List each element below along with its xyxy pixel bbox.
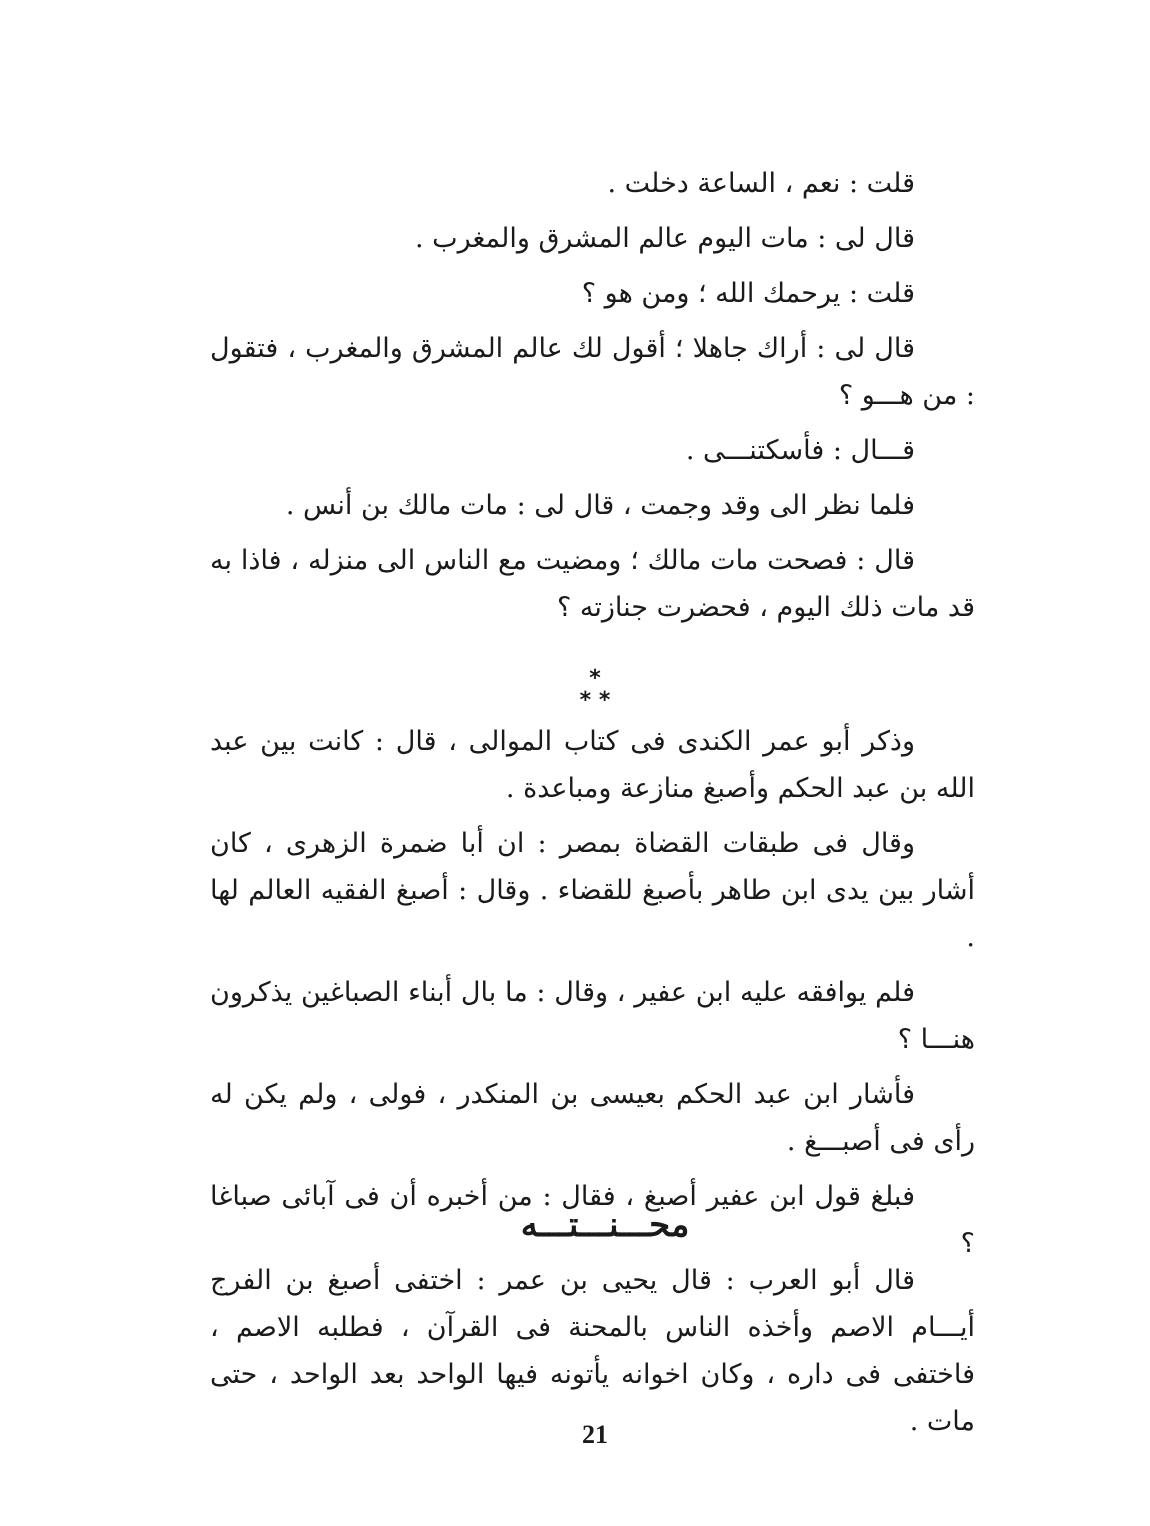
paragraph: فبلغ قول ابن عفير أصبغ ، فقال : من أخبره أن فى آبائى صباغا ؟ [210,1181,975,1259]
text-block-kindi [210,718,975,1275]
paragraph: قال لى : أراك جاهلا ؛ أقول لك عالم المشرق والمغرب ، فتقول : من هـــو ؟ [210,333,975,411]
paragraph: قال أبو العرب : قال يحيى بن عمر : اختفى أصبغ بن الفرج أيـــام الاصم وأخذه الناس بالمحنة فى القرآن ، فطلبه الاصم ، فاختفى فى داره ، وكان اخوانه يأتونه فيها الواحد بعد الواحد ، حتى مات . [210,1265,975,1437]
paragraph: وقال فى طبقات القضاة بمصر : ان أبا ضمرة الزهرى ، كان أشار بين يدى ابن طاهر بأصبغ للقضاء . وقال : أصبغ الفقيه العالم لها . [210,828,975,953]
separator-stars-bottom: * * [579,688,611,713]
section-heading: محـــنـــتـــه [520,1205,690,1245]
paragraph: وذكر أبو عمر الكندى فى كتاب الموالى ، قال : كانت بين عبد الله بن عبد الحكم وأصبغ منازعة ومباعدة . [210,726,975,804]
paragraph: قـــال : فأسكتنـــى . [685,435,915,466]
page-number: 21 [582,1420,608,1449]
paragraph: فلم يوافقه عليه ابن عفير ، وقال : ما بال أبناء الصباغين يذكرون هنـــا ؟ [210,977,975,1055]
paragraph: قال لى : مات اليوم عالم المشرق والمغرب . [415,223,915,254]
paragraph: فأشار ابن عبد الحكم بعيسى بن المنكدر ، فولى ، ولم يكن له رأى فى أصبـــغ . [210,1079,975,1157]
section-separator [560,668,630,718]
separator-star-top: * [589,666,601,691]
text-block-narration [210,160,975,639]
paragraph: فلما نظر الى وقد وجمت ، قال لى : مات مالك بن أنس . [285,490,915,521]
paragraph: قال : فصحت مات مالك ؛ ومضيت مع الناس الى منزله ، فاذا به قد مات ذلك اليوم ، فحضرت جنازته ؟ [210,545,975,623]
paragraph: قلت : نعم ، الساعة دخلت . [607,168,915,199]
paragraph: قلت : يرحمك الله ؛ ومن هو ؟ [581,278,915,309]
